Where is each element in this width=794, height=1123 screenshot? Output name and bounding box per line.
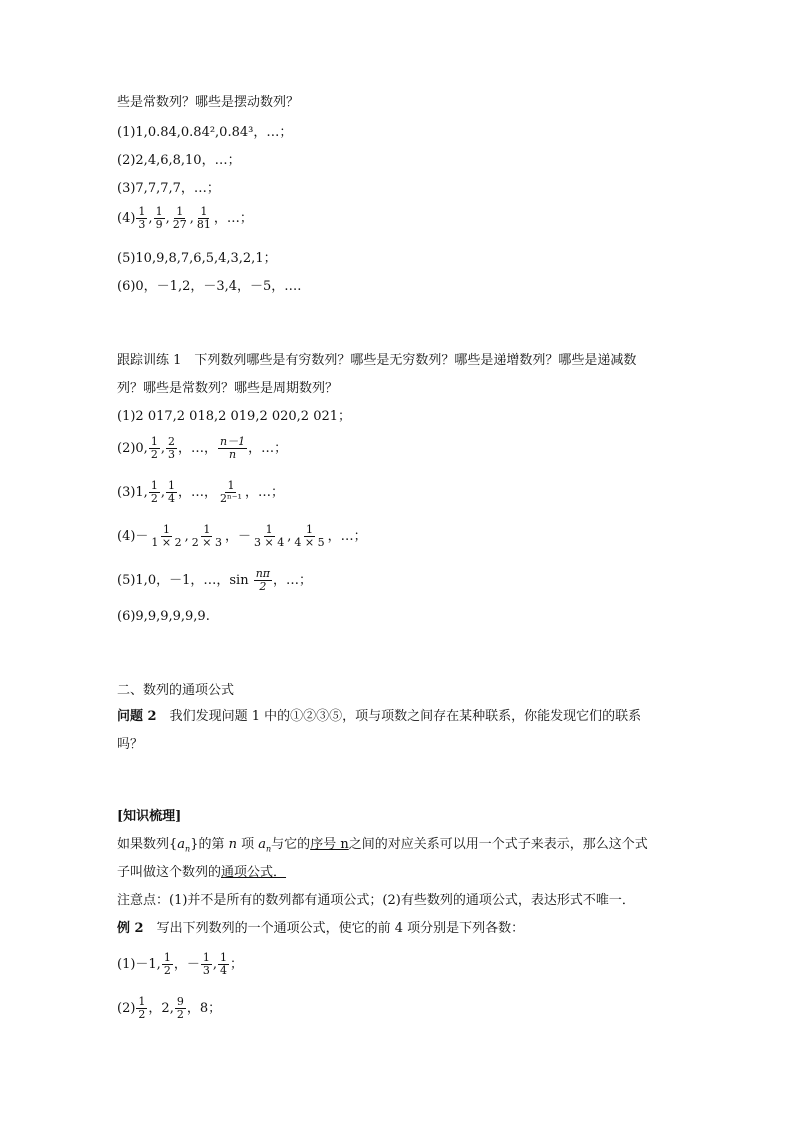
practice1-item-5: (5)1,0，－1，…，sin $\frac{n\pi}{2}$ ，…；: [117, 567, 313, 593]
question-2-line1: 问题 2 我们发现问题 1 中的①②③⑤，项与项数之间存在某种联系，你能发现它们的联系: [117, 709, 642, 724]
q1-item-6: (6)0，－1,2，－3,4，－5，….: [117, 279, 302, 294]
q1-item-1: (1)1,0.84,0.84²,0.84³，…；: [117, 125, 293, 140]
practice1-title-line2: 列？哪些是常数列？哪些是周期数列？: [117, 381, 339, 396]
q1-item-4-prefix: (4): [117, 211, 136, 226]
fraction: $\frac{1}{3}$: [202, 951, 210, 977]
fraction: $\frac{1}{3}$: [138, 205, 146, 231]
q1-item-5: (5)10,9,8,7,6,5,4,3,2,1；: [117, 251, 277, 266]
example-2-item-2: (2) $\frac{1}{2}$ ，2, $\frac{9}{2}$ ，8；: [117, 995, 222, 1021]
fraction: $\frac{1}{3 \times 4}$: [254, 523, 285, 549]
fraction: $\frac{n\pi}{2}$: [255, 567, 271, 593]
fraction: $\frac{1}{2}$: [138, 995, 146, 1021]
practice1-item-2: (2)0, $\frac{1}{2}$ , $\frac{2}{3}$ ，…， $\frac{n-1}{n}$ ，…；: [117, 435, 288, 461]
practice1-title-line1: 跟踪训练 1 下列数列哪些是有穷数列？哪些是无穷数列？哪些是递增数列？哪些是递减数: [117, 353, 637, 368]
q1-item-3: (3)7,7,7,7，…；: [117, 181, 220, 196]
question-2-line2: 吗？: [117, 737, 144, 752]
fraction: $\frac{1}{81}$: [196, 205, 211, 231]
practice1-item-6: (6)9,9,9,9,9,9.: [117, 609, 210, 624]
example-2-item-1: (1)－1, $\frac{1}{2}$ ，－ $\frac{1}{3}$ , $\frac{1}{4}$ ；: [117, 951, 243, 977]
fraction: $\frac{n-1}{n}$: [219, 435, 246, 461]
example-2-heading: 例 2 写出下列数列的一个通项公式，使它的前 4 项分别是下列各数：: [117, 921, 525, 936]
fraction: $\frac{1}{9}$: [155, 205, 163, 231]
fraction: $\frac{1}{4}$: [167, 479, 175, 505]
fraction: $\frac{1}{4}$: [219, 951, 227, 977]
knowledge-line2: 子叫做这个数列的通项公式．: [117, 865, 287, 880]
q1-intro: 些是常数列？哪些是摆动数列？: [117, 95, 300, 110]
q1-item-2: (2)2,4,6,8,10，…；: [117, 153, 241, 168]
fraction: $\frac{1}{27}$: [172, 205, 187, 231]
knowledge-note: 注意点：(1)并不是所有的数列都有通项公式；(2)有些数列的通项公式，表达形式不唯一．: [117, 893, 635, 908]
fraction: $\frac{1}{\text{2ⁿ⁻¹}}$: [219, 479, 242, 505]
practice1-item-3: (3)1, $\frac{1}{2}$ , $\frac{1}{4}$ ，…， $\frac{1}{\text{2ⁿ⁻¹}}$ ，…；: [117, 479, 284, 505]
knowledge-title: [知识梳理]: [117, 809, 182, 824]
knowledge-line1: 如果数列$\{a_n\}$的第 n 项 $a_n$与它的序号 n之间的对应关系可以用一个式子来表示，那么这个式: [117, 837, 648, 854]
q1-item-4-suffix: ，…；: [213, 211, 253, 226]
practice1-item-4: (4)－ $\frac{1}{1 \times 2}$ , $\frac{1}{2 \times 3}$ ，－ $\frac{1}{3 \times 4}$ , $\frac{1}{4 \times 5}$ ，…；: [117, 523, 367, 549]
question-2-label: 问题 2: [117, 709, 157, 724]
practice1-item-1: (1)2 017,2 018,2 019,2 020,2 021；: [117, 409, 352, 424]
fraction: $\frac{1}{1 \times 2}$: [151, 523, 182, 549]
fraction: $\frac{2}{3}$: [167, 435, 175, 461]
fraction: $\frac{1}{2}$: [150, 435, 158, 461]
section-heading: 二、数列的通项公式: [117, 683, 235, 698]
fraction: $\frac{1}{2 \times 3}$: [191, 523, 222, 549]
fraction: $\frac{1}{4 \times 5}$: [294, 523, 325, 549]
example-2-label: 例 2: [117, 921, 144, 936]
fraction: $\frac{1}{2}$: [163, 951, 171, 977]
fraction: $\frac{9}{2}$: [176, 995, 184, 1021]
fraction: $\frac{1}{2}$: [150, 479, 158, 505]
q1-item-4: (4) $\frac{1}{3}$ , $\frac{1}{9}$ , $\frac{1}{27}$ , $\frac{1}{81}$ ，…；: [117, 205, 253, 231]
